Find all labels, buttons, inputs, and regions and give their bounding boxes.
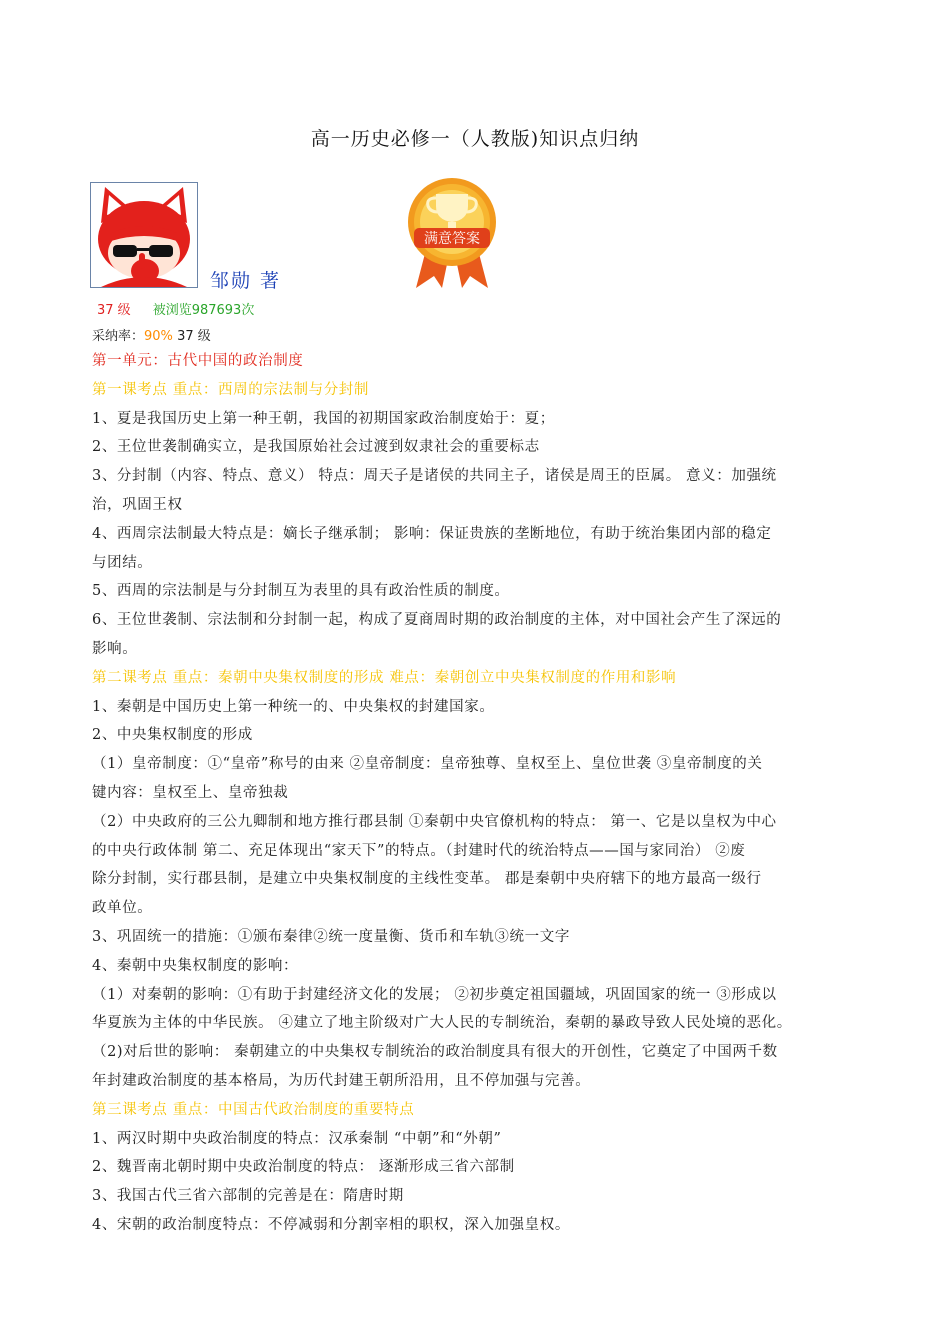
adoption-level: 37 级 (177, 329, 211, 344)
body-line: 3、我国古代三省六部制的完善是在：隋唐时期 (92, 1188, 404, 1205)
body-line: 与团结。 (92, 554, 153, 571)
user-level: 37 级 (97, 303, 131, 318)
body-line: 2、王位世袭制确实立，是我国原始社会过渡到奴隶社会的重要标志 (92, 439, 540, 456)
section-heading: 第二课考点 重点：秦朝中央集权制度的形成 难点：秦朝创立中央集权制度的作用和影响 (92, 669, 677, 686)
avatar (90, 182, 198, 288)
svg-text:满意答案: 满意答案 (424, 231, 480, 247)
body-line: 的中央行政体制 第二、充足体现出“家天下”的特点。（封建时代的统治特点——国与家同治） ②废 (92, 842, 746, 859)
body-line: 1、秦朝是中国历史上第一种统一的、中央集权的封建国家。 (92, 698, 495, 715)
author-name: 邹勋 著 (210, 270, 282, 292)
body-line: 4、西周宗法制最大特点是：嫡长子继承制； 影响：保证贵族的垄断地位，有助于统治集团内部的稳定 (92, 525, 772, 542)
body-line: 3、巩固统一的措施：①颁布秦律②统一度量衡、货币和车轨③统一文字 (92, 928, 570, 945)
body-line: 2、中央集权制度的形成 (92, 727, 253, 744)
body-line: 4、秦朝中央集权制度的影响： (92, 957, 299, 974)
body-line: 3、分封制（内容、特点、意义） 特点：周天子是诸侯的共同主子，诸侯是周王的臣属。 意义：加强统 (92, 468, 777, 485)
body-line: 1、两汉时期中央政治制度的特点：汉承秦制 “中朝”和“外朝” (92, 1130, 502, 1147)
body-line: 6、王位世袭制、宗法制和分封制一起，构成了夏商周时期的政治制度的主体，对中国社会产生了深远的 (92, 612, 782, 629)
fox-avatar-icon (91, 183, 197, 287)
body-line: 除分封制，实行郡县制，是建立中央集权制度的主线性变革。 郡是秦朝中央府辖下的地方最高一级行 (92, 871, 762, 888)
body-line: 1、夏是我国历史上第一种王朝，我国的初期国家政治制度始于：夏； (92, 410, 555, 427)
body-line: 2、魏晋南北朝时期中央政治制度的特点： 逐渐形成三省六部制 (92, 1159, 515, 1176)
adoption-rate-value: 90% (144, 329, 173, 344)
medal-badge (398, 172, 506, 290)
body-line: （1）皇帝制度：①“皇帝”称号的由来 ②皇帝制度：皇帝独尊、皇权至上、皇位世袭 ③皇帝制度的关 (92, 756, 763, 773)
adoption-rate (92, 325, 211, 344)
section-heading: 第三课考点 重点：中国古代政治制度的重要特点 (92, 1101, 415, 1118)
body-line: 5、西周的宗法制是与分封制互为表里的具有政治性质的制度。 (92, 583, 510, 600)
adoption-label: 采纳率： (92, 329, 145, 344)
section-heading: 第一单元：古代中国的政治制度 (92, 353, 304, 369)
page-title: 高一历史必修一（人教版)知识点归纳 (310, 128, 640, 150)
body-line: 政单位。 (92, 900, 153, 917)
body-line: 键内容：皇权至上、皇帝独裁 (92, 784, 289, 801)
body-line: 影响。 (92, 640, 138, 657)
body-line: （2)对后世的影响： 秦朝建立的中央集权专制统治的政治制度具有很大的开创性，它奠定了中国两千数 (92, 1044, 778, 1061)
body-line: 4、宋朝的政治制度特点：不停减弱和分割宰相的职权，深入加强皇权。 (92, 1216, 570, 1233)
body-line: 治，巩固王权 (92, 496, 183, 513)
view-count: 被浏览987693次 (152, 303, 255, 318)
body-line: 华夏族为主体的中华民族。 ④建立了地主阶级对广大人民的专制统治，秦朝的暴政导致人民处境的恶化。 (92, 1015, 792, 1032)
document-body (92, 347, 864, 1240)
body-line: 年封建政治制度的基本格局，为历代封建王朝所沿用，且不停加强与完善。 (92, 1072, 591, 1089)
body-line: （2）中央政府的三公九卿制和地方推行郡县制 ①秦朝中央官僚机构的特点： 第一、它是以皇权为中心 (92, 813, 777, 830)
trophy-medal-icon (398, 172, 506, 290)
section-heading: 第一课考点 重点：西周的宗法制与分封制 (92, 381, 370, 398)
body-line: （1）对秦朝的影响：①有助于封建经济文化的发展； ②初步奠定祖国疆域，巩固国家的统一 ③形成以 (92, 986, 777, 1003)
user-stats (97, 299, 254, 318)
